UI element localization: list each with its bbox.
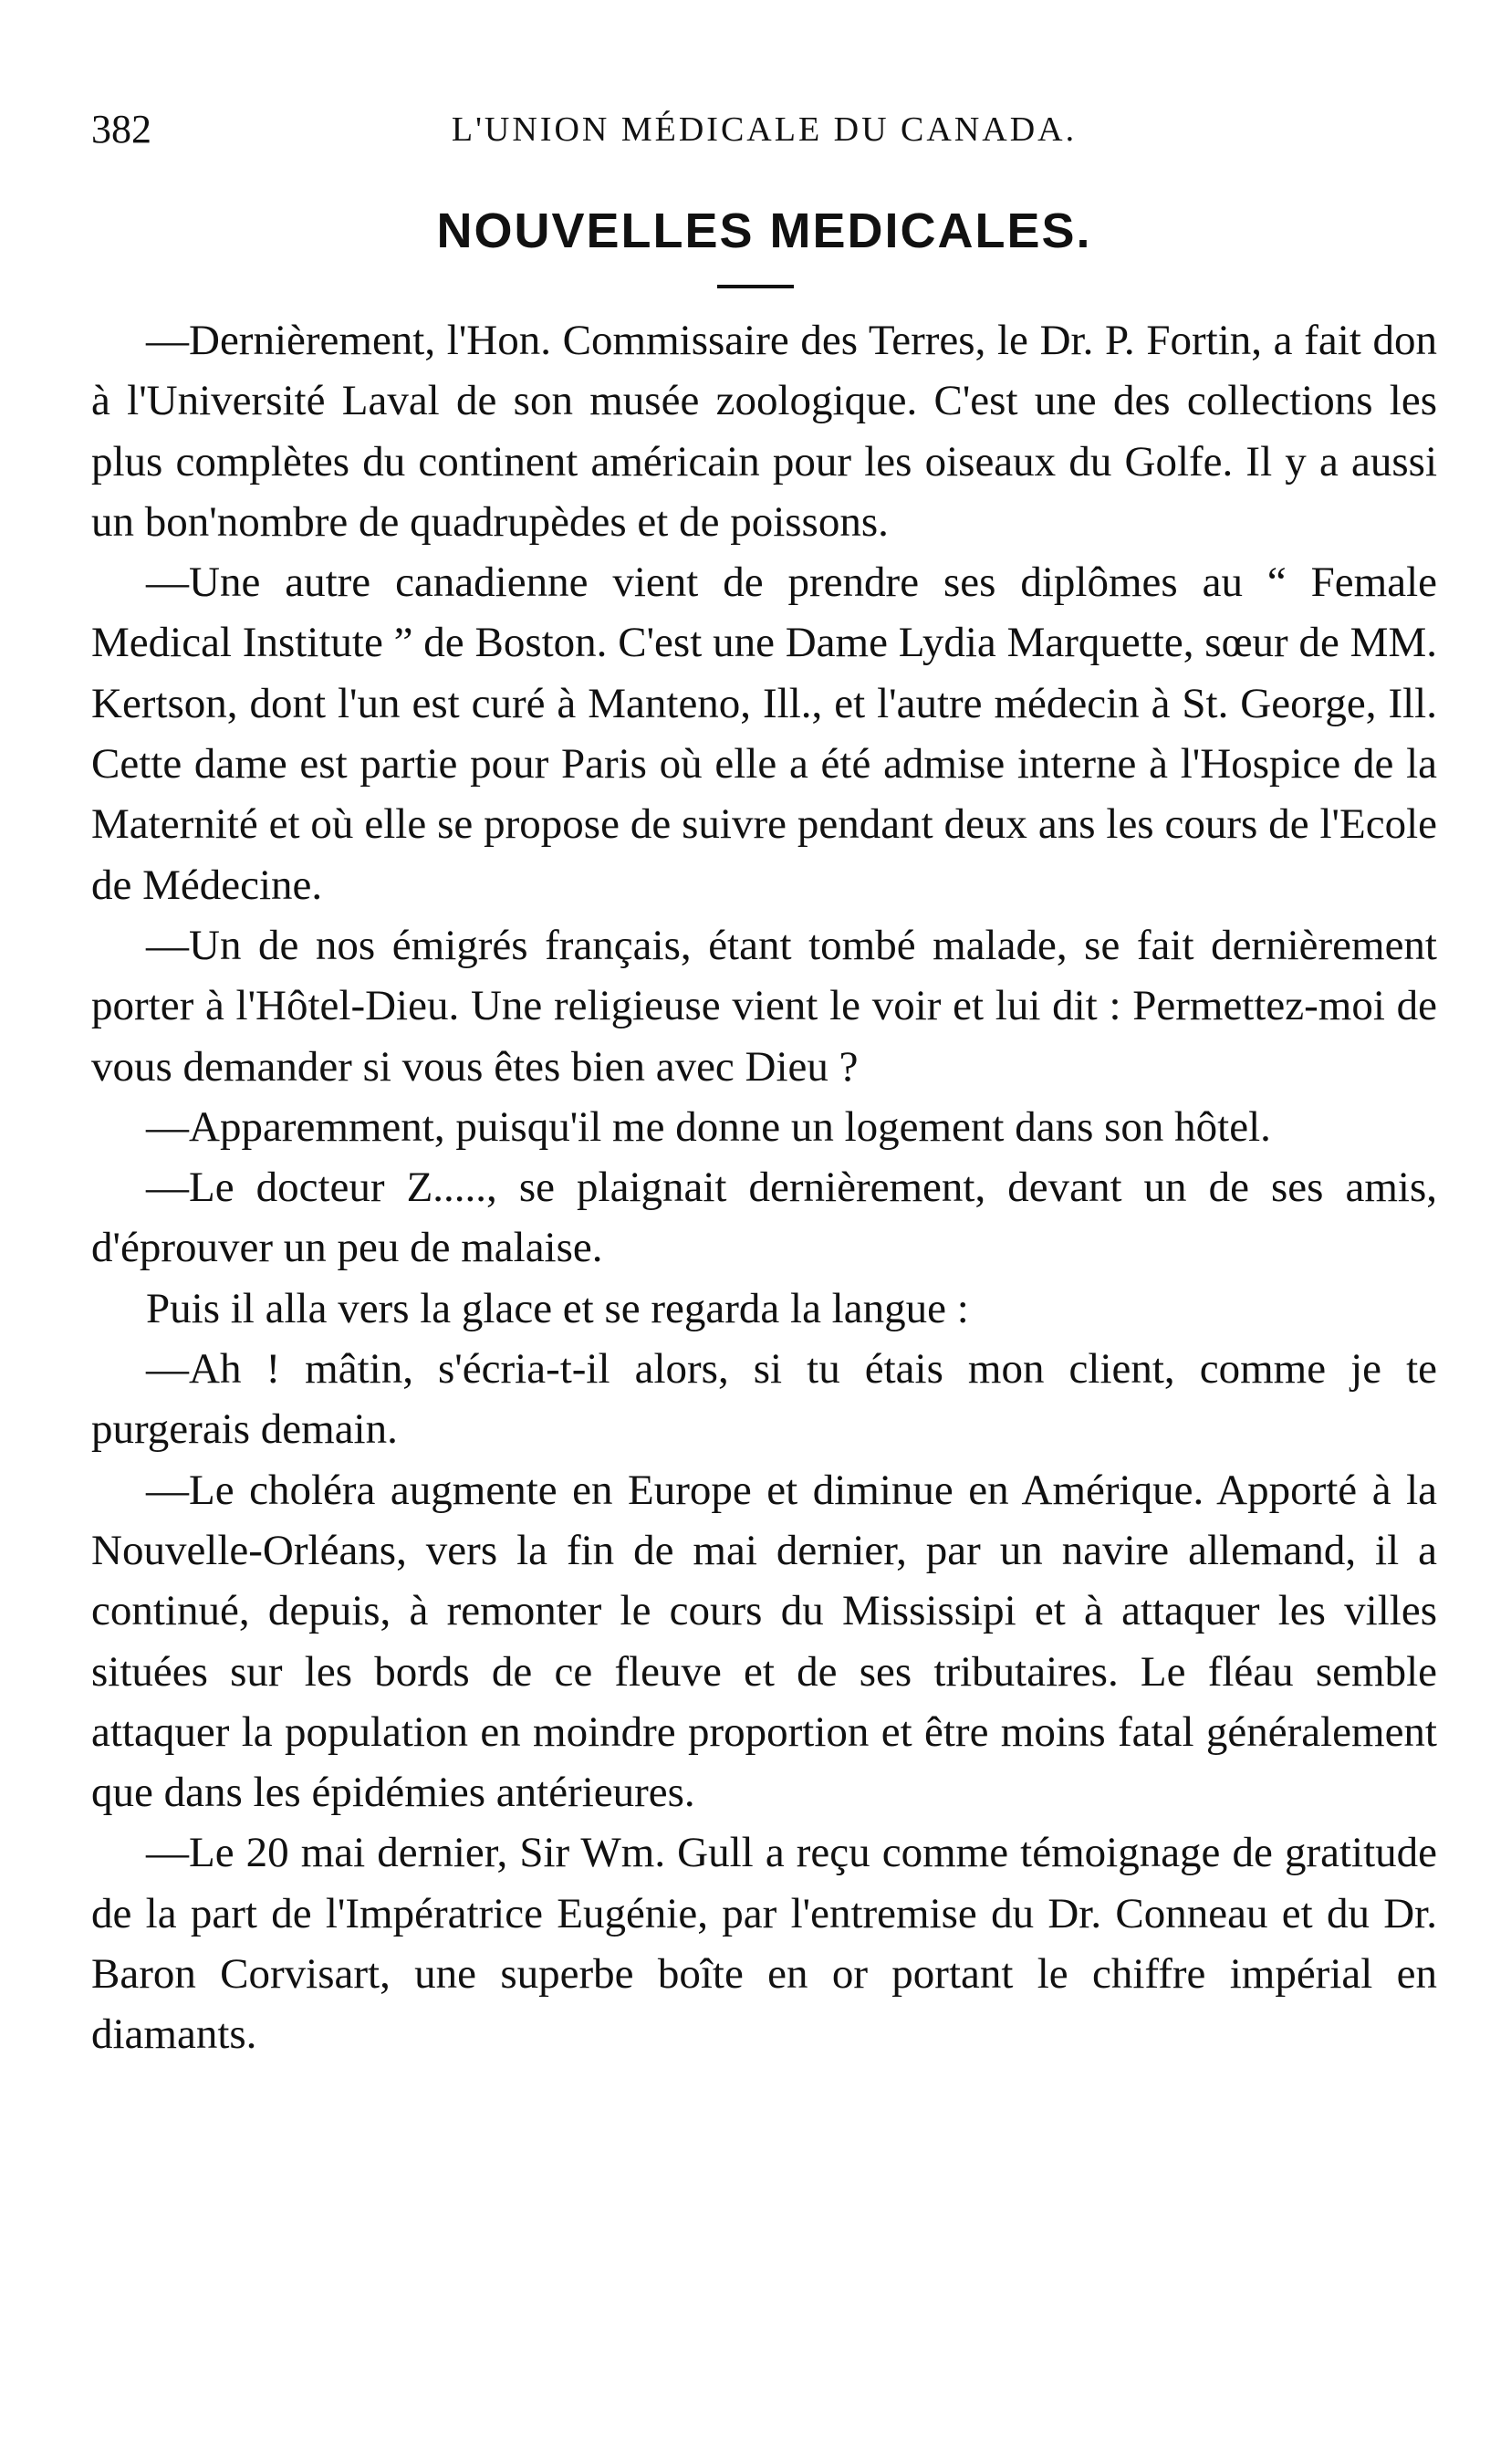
running-head	[91, 102, 1437, 157]
news-item-gull-gift: —Le 20 mai dernier, Sir Wm. Gull a reçu comme témoignage de gratitude de la part de l'Impératrice Eugénie, par l'entremise du Dr. Conneau et du Dr. Baron Corvisart, une superbe boîte en or portant le chiffre impérial en diamants.	[91, 1829, 1437, 2059]
news-item-doctor-quip: —Ah ! mâtin, s'écria-t-il alors, si tu étais mon client, comme je te purgerais demain.	[91, 1345, 1437, 1454]
page-number: 382	[91, 107, 151, 151]
title-rule	[717, 285, 794, 288]
section-title: NOUVELLES MEDICALES.	[436, 204, 1092, 258]
journal-title: L'UNION MÉDICALE DU CANADA.	[451, 110, 1078, 149]
news-item-cholera: —Le choléra augmente en Europe et diminue en Amérique. Apporté à la Nouvelle-Orléans, vers la fin de mai dernier, par un navire allemand, il a continué, depuis, à remonter le cours du Mississipi et à attaquer les villes situées sur les bords de ce fleuve et de ses tributaires. Le fléau semble attaquer la population en moindre proportion et être moins fatal généralement que dans les épidémies antérieures.	[91, 1466, 1437, 1817]
news-item-fortin-museum: —Dernièrement, l'Hon. Commissaire des Terres, le Dr. P. Fortin, a fait don à l'Université Laval de son musée zoologique. C'est une des collections les plus complètes du continent américain pour les oiseaux du Golfe. Il y a aussi un bon'nombre de quadrupèdes et de poissons.	[91, 317, 1437, 546]
news-item-doctor-mirror: Puis il alla vers la glace et se regarda la langue :	[146, 1284, 969, 1332]
news-item-female-medical-institute: —Une autre canadienne vient de prendre ses diplômes au “ Female Medical Institute ” de Boston. C'est une Dame Lydia Marquette, sœur de MM. Kertson, dont l'un est curé à Manteno, Ill., et l'autre médecin à St. George, Ill. Cette dame est partie pour Paris où elle a été admise interne à l'Hospice de la Maternité et où elle se propose de suivre pendant deux ans les cours de l'Ecole de Médecine.	[91, 559, 1437, 909]
article-body	[91, 310, 1437, 2065]
news-item-doctor-anecdote: —Le docteur Z....., se plaignait dernièrement, devant un de ses amis, d'éprouver un peu de malaise.	[91, 1164, 1437, 1272]
news-item-emigre-reply: —Apparemment, puisqu'il me donne un logement dans son hôtel.	[146, 1102, 1271, 1151]
news-item-emigre-anecdote: —Un de nos émigrés français, étant tombé malade, se fait dernièrement porter à l'Hôtel-Dieu. Une religieuse vient le voir et lui dit : Permettez-moi de vous demander si vous êtes bien avec Dieu ?	[91, 921, 1437, 1091]
